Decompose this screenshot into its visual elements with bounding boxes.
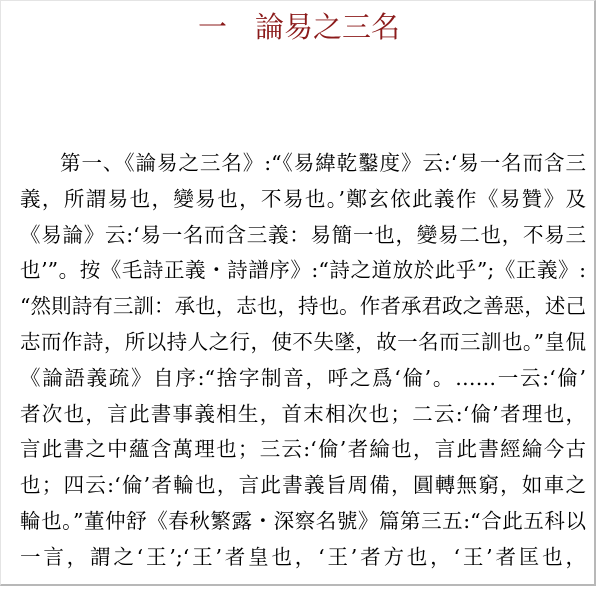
text-line: 輪也。”董仲舒《春秋繁露・深察名號》篇第三五:“合此五科以 — [20, 508, 586, 533]
chapter-number: 一 — [197, 10, 227, 44]
text-line: 也；四云:‘倫’者輪也，言此書義旨周備，圓轉無窮，如車之 — [20, 473, 586, 498]
text-line: “然則詩有三訓：承也，志也，持也。作者承君政之善惡，述己 — [20, 294, 586, 319]
text-line: 者次也，言此書事義相生，首末相次也；二云:‘倫’者理也， — [20, 401, 586, 426]
text-line: 言此書之中蘊含萬理也；三云:‘倫’者綸也，言此書經綸今古 — [20, 437, 586, 462]
body-paragraph — [20, 146, 586, 576]
text-line: 義，所謂易也，變易也，不易也。’鄭玄依此義作《易贊》及 — [20, 186, 586, 211]
text-line: 第一、《論易之三名》:“《易緯乾鑿度》云:‘易一名而含三 — [60, 151, 586, 175]
text-line: 一言，謂之‘王’;‘王’者皇也，‘王’者方也，‘王’者匡也， — [20, 544, 586, 569]
text-line: 《論語義疏》自序:“捨字制音，呼之爲‘倫’。……一云:‘倫’ — [20, 365, 586, 390]
text-line: 《易論》云:‘易一名而含三義：易簡一也，變易二也，不易三 — [20, 222, 586, 247]
chapter-title: 論易之三名 — [255, 10, 401, 44]
text-line: 志而作詩，所以持人之行，使不失墜，故一名而三訓也。”皇侃 — [20, 329, 586, 354]
text-line: 也’”。按《毛詩正義・詩譜序》:“詩之道放於此乎”;《正義》: — [20, 258, 586, 283]
chapter-heading — [1, 5, 597, 49]
